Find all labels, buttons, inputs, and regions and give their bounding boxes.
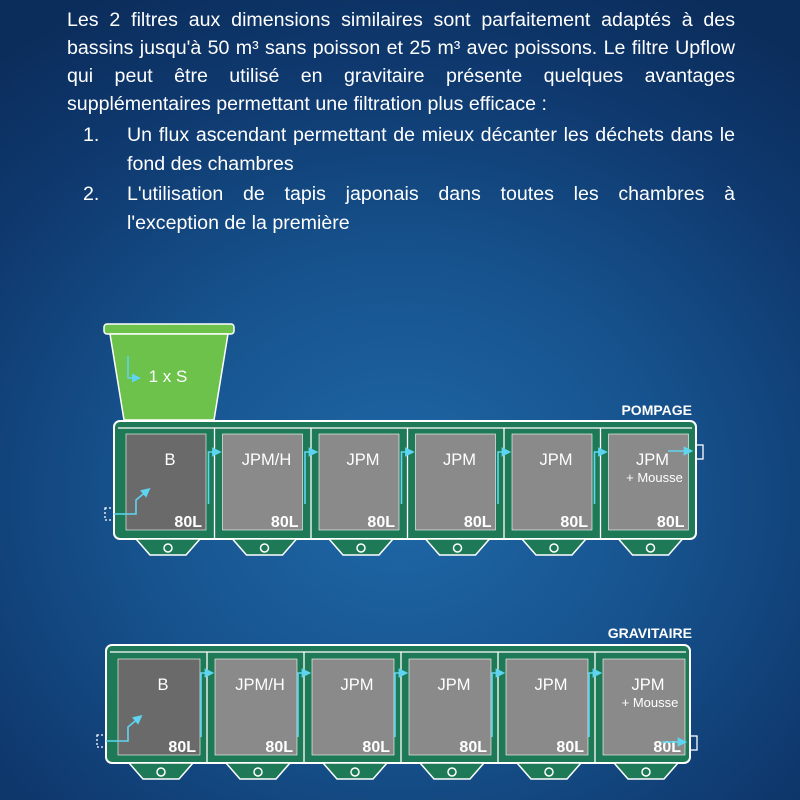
chamber-volume: 80L [656,514,685,531]
basket-label: 1 x S [148,367,188,386]
chamber-label: B [164,451,176,469]
chamber-volume: 80L [367,514,395,531]
chamber-label: JPM [443,451,476,469]
advantage-text-line-2: l'exception de la première [127,211,350,234]
chamber-label: JPM [340,676,374,694]
chamber-volume: 80L [362,739,390,756]
chamber-label: JPM [539,451,573,469]
chamber-label: JPM [631,676,665,694]
chamber-sublabel: + Mousse [621,695,679,710]
advantage-number: 2. [83,183,100,205]
chamber-volume: 80L [174,514,202,531]
chamber-label: JPM [636,451,669,469]
chamber-volume: 80L [168,739,196,756]
chamber-volume: 80L [560,514,588,531]
basket [104,324,234,420]
chamber-volume: 80L [463,514,492,531]
pumping-tank [105,421,703,555]
inlet-pipe [97,735,106,747]
gravity-tank [97,645,697,779]
chamber-volume: 80L [270,514,299,531]
chamber-sublabel: + Mousse [626,470,683,485]
chamber-label: JPM [346,451,380,469]
advantage-text: Un flux ascendant permettant de mieux décanter les déchets dans le fond des chambres [127,124,735,175]
chamber-volume: 80L [653,739,681,756]
chamber-volume: 80L [556,739,584,756]
chamber-label: JPM [534,676,568,694]
outlet-pipe [690,736,697,750]
chamber-label: JPM/H [241,451,292,469]
chamber-label: JPM/H [235,676,285,694]
basket-rim [104,324,234,334]
gravity-title: GRAVITAIRE [607,625,692,641]
intro-paragraph: Les 2 filtres aux dimensions similaires sont parfaitement adaptés à des bassins jusqu'à 50 m³ sans poisson et 25 m³ avec poissons. Le filtre Upflow qui peut être utilisé en gravitaire présente quelques avantages supplémentaires permettant une filtration plus efficace : [67,9,735,115]
inlet-pipe [105,508,114,520]
advantage-number: 1. [83,124,100,146]
advantage-text-line-1: L'utilisation de tapis japonais dans toutes les chambres à [127,183,735,205]
chamber-label: B [157,676,169,694]
pumping-title: POMPAGE [621,402,692,418]
chamber-label: JPM [437,676,471,694]
chamber-volume: 80L [459,739,487,756]
outlet-pipe [696,445,703,459]
chamber-volume: 80L [265,739,293,756]
